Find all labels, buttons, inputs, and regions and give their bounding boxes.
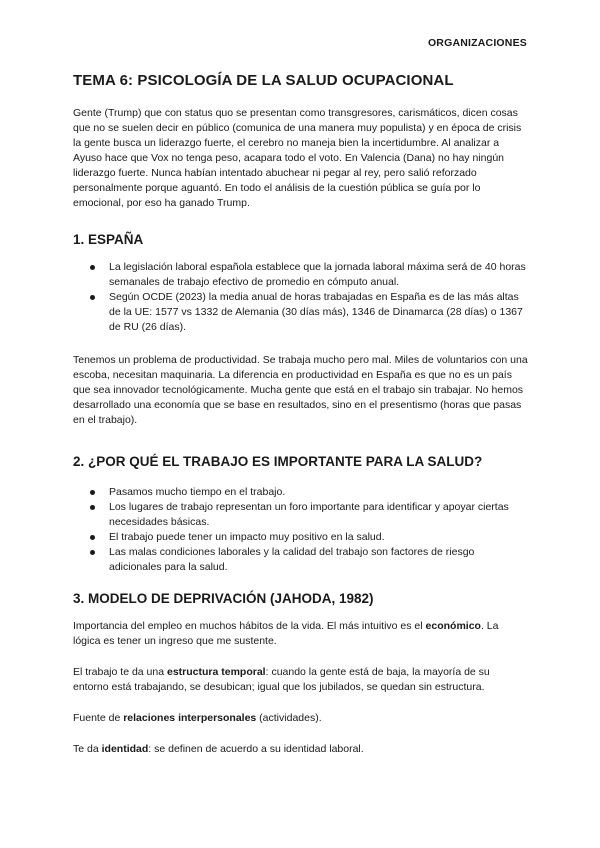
- identity-paragraph: Te da identidad: se definen de acuerdo a su identidad laboral.: [73, 743, 364, 755]
- list-item: [73, 545, 528, 575]
- page-title: TEMA 6: PSICOLOGÍA DE LA SALUD OCUPACIONAL: [73, 72, 454, 89]
- bullet-icon: [90, 490, 95, 495]
- list-item: [73, 530, 528, 545]
- list-item-text: Las malas condiciones laborales y la calidad del trabajo son factores de riesgo adicionales para la salud.: [109, 546, 475, 573]
- list-item-text: El trabajo puede tener un impacto muy positivo en la salud.: [109, 531, 385, 543]
- list-item: [73, 260, 528, 290]
- list-item-text: Pasamos mucho tiempo en el trabajo.: [109, 486, 286, 498]
- bullet-icon: [90, 505, 95, 510]
- keyword-relaciones: relaciones interpersonales: [123, 712, 257, 724]
- keyword-estructura-temporal: estructura temporal: [166, 666, 266, 678]
- section-heading-jahoda: 3. MODELO DE DEPRIVACIÓN (JAHODA, 1982): [73, 591, 374, 606]
- bullet-icon: [90, 550, 95, 555]
- bullet-icon: [90, 535, 95, 540]
- bullet-list-espana: [73, 260, 528, 335]
- list-item-text: La legislación laboral española establece que la jornada laboral máxima será de 40 horas semanales de trabajo efectivo de promedio en cómputo anual.: [109, 261, 526, 288]
- bullet-icon: [90, 265, 95, 270]
- list-item: [73, 485, 528, 500]
- section-heading-espana: 1. ESPAÑA: [73, 232, 144, 247]
- relationships-paragraph: Fuente de relaciones interpersonales (actividades).: [73, 712, 322, 724]
- list-item: [73, 500, 528, 530]
- document-body: [73, 72, 528, 757]
- list-item-text: Según OCDE (2023) la media anual de horas trabajadas en España es de las más altas de la UE: 1577 vs 1332 de Alemania (30 días más), 1346 de Dinamarca (28 días) o 1367 de RU (26 días).: [109, 291, 523, 333]
- temporal-structure-paragraph: El trabajo te da una estructura temporal: cuando la gente está de baja, la mayoría de su entorno está trabajando, se desubican; igual que los jubilados, se quedan sin estructura.: [73, 666, 490, 693]
- list-item-text: Los lugares de trabajo representan un foro importante para identificar y apoyar ciertas necesidades básicas.: [109, 501, 509, 528]
- keyword-economico: económico: [425, 620, 481, 632]
- list-item: [73, 290, 528, 335]
- section-heading-salud: 2. ¿POR QUÉ EL TRABAJO ES IMPORTANTE PARA LA SALUD?: [73, 454, 483, 469]
- keyword-identidad: identidad: [101, 743, 149, 755]
- bullet-icon: [90, 295, 95, 300]
- productivity-paragraph: Tenemos un problema de productividad. Se trabaja mucho pero mal. Miles de voluntarios con una escoba, necesitan maquinaria. La diferencia en productividad en España es que no es un país que sea innovador tecnológicamente. Mucha gente que está en el trabajo sin trabajar. No hemos desarrollado una economía que se base en resultados, sino en el presentismo (horas que pasas en el trabajo).: [73, 354, 528, 426]
- running-header: ORGANIZACIONES: [427, 37, 527, 49]
- bullet-list-salud: [73, 485, 528, 575]
- intro-paragraph: Gente (Trump) que con status quo se presentan como transgresores, carismáticos, dicen cosas que no se suelen decir en público (comunica de una manera muy populista) y en época de crisis la gente busca un liderazgo fuerte, el cerebro no maneja bien la incertidumbre. Al analizar a Ayuso hace que Vox no tenga peso, acapara todo el voto. En Valencia (Dana) no hay ningún liderazgo fuerte. Nunca habían intentado abuchear ni pegar al rey, pero salió reforzado personalmente porque aguantó. En todo el análisis de la cuestión pública se guía por lo emocional, por eso ha ganado Trump.: [73, 107, 522, 209]
- economic-paragraph: Importancia del empleo en muchos hábitos de la vida. El más intuitivo es el económico. La lógica es tener un ingreso que me sustente.: [73, 620, 499, 647]
